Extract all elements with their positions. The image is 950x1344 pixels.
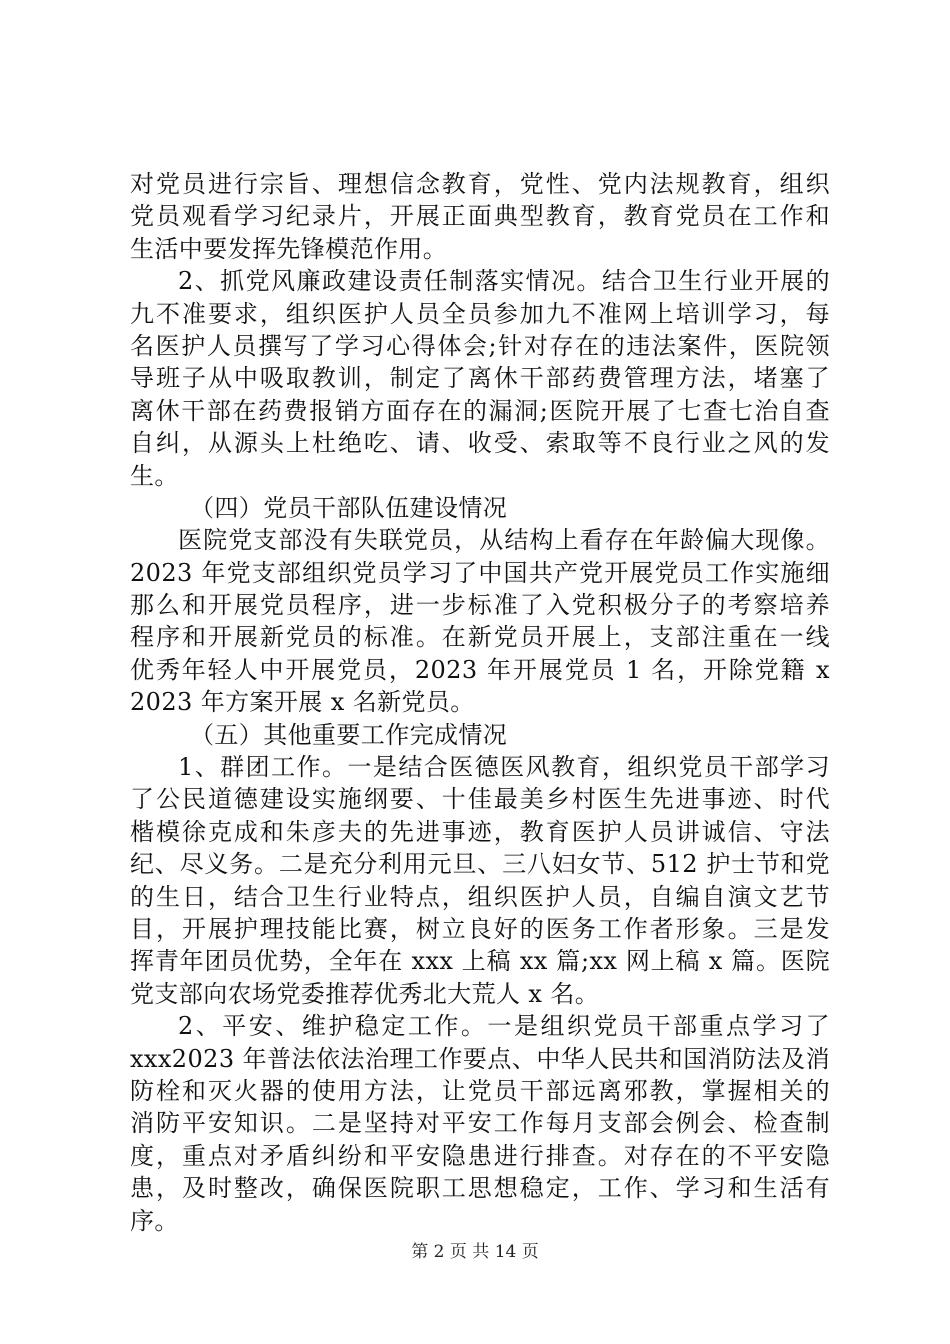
text-line: 目，开展护理技能比赛，树立良好的医务工作者形象。三是发 xyxy=(130,914,830,943)
text-line: 了公民道德建设实施纲要、十佳最美乡村医生先进事迹、时代 xyxy=(130,785,830,814)
text-line: 楷模徐克成和朱彦夫的先进事迹，教育医护人员讲诚信、守法 xyxy=(130,817,830,846)
text-line: 2023 年党支部组织党员学习了中国共产党开展党员工作实施细 xyxy=(130,558,830,587)
text-line: 名医护人员撰写了学习心得体会;针对存在的违法案件，医院领 xyxy=(130,331,830,360)
text-line: 医院党支部没有失联党员，从结构上看存在年龄偏大现像。 xyxy=(178,526,830,555)
text-line: 离休干部在药费报销方面存在的漏洞;医院开展了七查七治自查 xyxy=(130,396,830,425)
text-line: 生。 xyxy=(130,461,179,490)
text-line: 那么和开展党员程序，进一步标准了入党积极分子的考察培养 xyxy=(130,591,830,620)
text-line: 2023 年方案开展 x 名新党员。 xyxy=(130,688,475,717)
text-line: 2、平安、维护稳定工作。一是组织党员干部重点学习了 xyxy=(178,1012,830,1041)
text-line: 导班子从中吸取教训，制定了离休干部药费管理方法，堵塞了 xyxy=(130,364,830,393)
text-line: 党员观看学习纪录片，开展正面典型教育，教育党员在工作和 xyxy=(130,202,830,231)
text-line: 优秀年轻人中开展党员，2023 年开展党员 1 名，开除党籍 x xyxy=(130,655,830,684)
document-body xyxy=(130,168,830,1237)
text-line: 九不准要求，组织医护人员全员参加九不准网上培训学习，每 xyxy=(130,299,830,328)
text-line: 序。 xyxy=(130,1206,179,1235)
text-line: （五）其他重要工作完成情况 xyxy=(190,720,508,749)
text-line: 的生日，结合卫生行业特点，组织医护人员，自编自演文艺节 xyxy=(130,882,830,911)
text-line: 纪、尽义务。二是充分利用元旦、三八妇女节、512 护士节和党 xyxy=(130,850,830,879)
text-line: 程序和开展新党员的标准。在新党员开展上，支部注重在一线 xyxy=(130,623,830,652)
text-line: 挥青年团员优势，全年在 xxx 上稿 xx 篇;xx 网上稿 x 篇。医院 xyxy=(130,947,830,976)
text-line: 自纠，从源头上杜绝吃、请、收受、索取等不良行业之风的发 xyxy=(130,429,830,458)
text-line: 生活中要发挥先锋模范作用。 xyxy=(130,234,448,263)
text-line: 患，及时整改，确保医院职工思想稳定，工作、学习和生活有 xyxy=(130,1174,830,1203)
text-line: 1、群团工作。一是结合医德医风教育，组织党员干部学习 xyxy=(178,753,830,782)
text-line: （四）党员干部队伍建设情况 xyxy=(190,493,508,522)
text-line: 党支部向农场党委推荐优秀北大荒人 x 名。 xyxy=(130,979,600,1008)
text-line: 对党员进行宗旨、理想信念教育，党性、党内法规教育，组织 xyxy=(130,170,830,198)
page-footer: 第 2 页 共 14 页 xyxy=(411,1242,539,1262)
text-line: 度，重点对矛盾纠纷和平安隐患进行排查。对存在的不平安隐 xyxy=(130,1141,830,1170)
text-line: 消防平安知识。二是坚持对平安工作每月支部会例会、检查制 xyxy=(130,1109,830,1138)
text-line: 2、抓党风廉政建设责任制落实情况。结合卫生行业开展的 xyxy=(178,267,830,296)
text-line: xxx2023 年普法依法治理工作要点、中华人民共和国消防法及消 xyxy=(130,1044,830,1073)
text-line: 防栓和灭火器的使用方法，让党员干部远离邪教，掌握相关的 xyxy=(130,1076,830,1105)
